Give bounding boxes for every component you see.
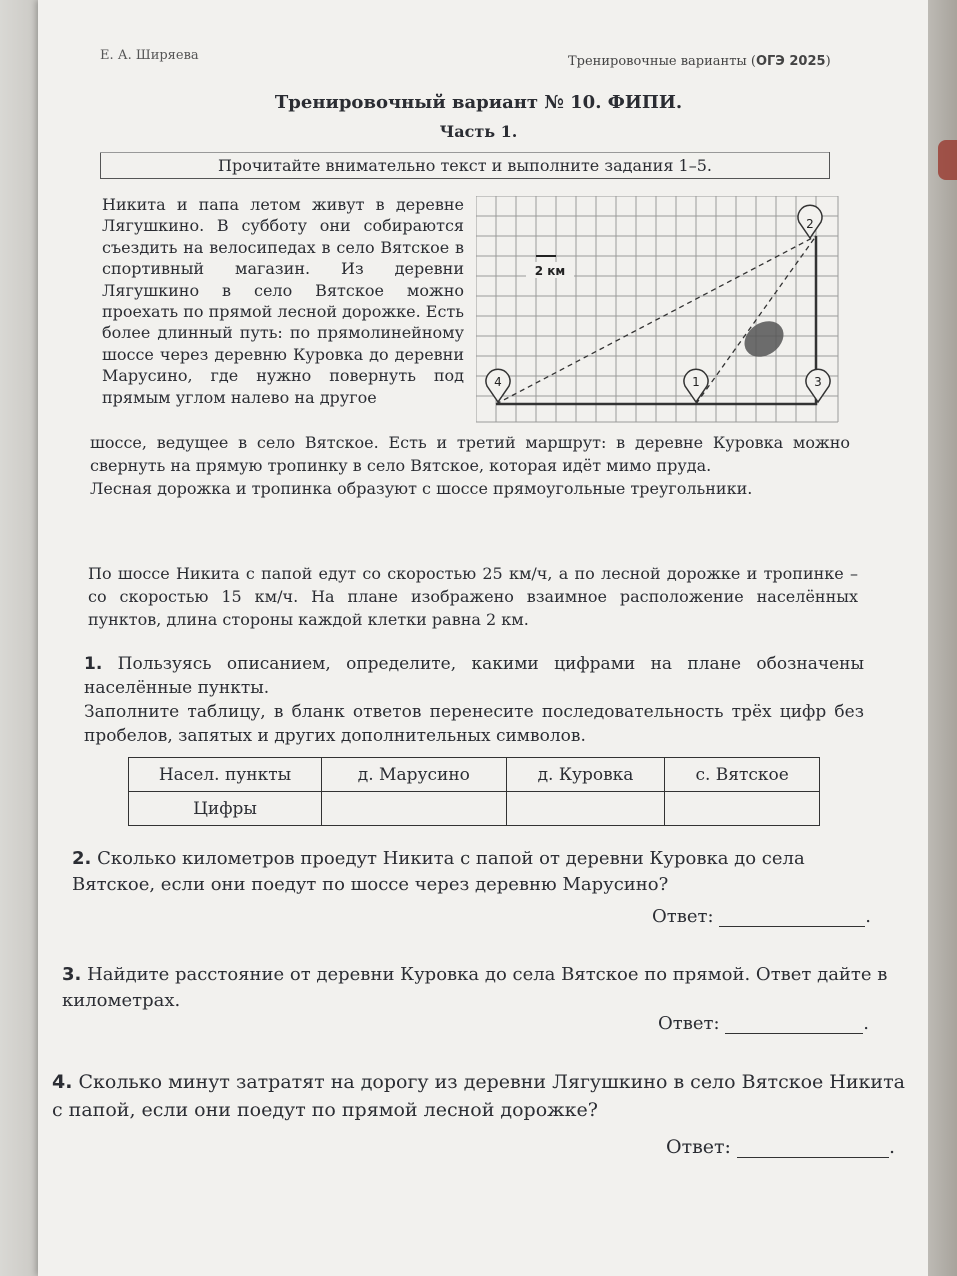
answer-field[interactable] xyxy=(737,1157,889,1158)
marker-3 xyxy=(806,369,830,402)
question-number: 3. xyxy=(62,964,82,985)
author-name: Е. А. Ширяева xyxy=(100,48,199,63)
answer-cell-vyatskoe[interactable] xyxy=(665,792,820,826)
question-text: Пользуясь описанием, определите, какими цифрами на плане обозначены населённые пункты. xyxy=(84,654,864,698)
story-paragraph: шоссе, ведущее в село Вятское. Есть и третий маршрут: в деревне Куровка можно свернуть на прямую тропинку в село Вятское, которая идёт мимо пруда. xyxy=(90,433,850,475)
question-number: 1. xyxy=(84,654,103,674)
story-text-continued xyxy=(90,431,850,500)
table-row-label: Цифры xyxy=(129,792,322,826)
answer-2: Ответ: . xyxy=(652,906,871,927)
answer-3: Ответ: . xyxy=(658,1013,869,1034)
story-paragraph: Лесная дорожка и тропинка образуют с шоссе прямоугольные треугольники. xyxy=(90,479,753,498)
question-number: 2. xyxy=(72,848,92,869)
question-instruction: Заполните таблицу, в бланк ответов перенесите последовательность трёх цифр без пробелов, запятых и других дополнительных символов. xyxy=(84,702,864,746)
question-4 xyxy=(52,1068,912,1124)
answer-field[interactable] xyxy=(719,926,865,927)
instruction-box: Прочитайте внимательно текст и выполните задания 1–5. xyxy=(100,152,830,179)
answer-cell-kurovka[interactable] xyxy=(506,792,665,826)
question-number: 4. xyxy=(52,1071,73,1093)
marker-4 xyxy=(486,369,510,402)
question-2 xyxy=(72,846,882,898)
table-header: д. Куровка xyxy=(506,758,665,792)
answer-label: Ответ: xyxy=(666,1136,731,1158)
question-1 xyxy=(84,652,864,748)
question-text: Найдите расстояние от деревни Куровка до села Вятское по прямой. Ответ дайте в километрах. xyxy=(62,964,888,1011)
table-header: д. Марусино xyxy=(322,758,507,792)
marker-2 xyxy=(798,205,822,238)
desk-object xyxy=(938,140,957,180)
series-label: Тренировочные варианты (ОГЭ 2025) xyxy=(568,54,831,69)
answer-field[interactable] xyxy=(725,1033,863,1034)
svg-text:4: 4 xyxy=(494,375,502,389)
svg-text:1: 1 xyxy=(692,375,700,389)
scale-bar xyxy=(526,256,574,278)
marker-1 xyxy=(684,369,708,402)
question-3 xyxy=(62,962,888,1014)
speeds-paragraph: По шоссе Никита с папой едут со скоростью 25 км/ч, а по лесной дорожке и тропинке – со скоростью 15 км/ч. На плане изображено взаимное расположение населённых пунктов, длина стороны каждой клетки равна 2 км. xyxy=(88,564,858,629)
answer-label: Ответ: xyxy=(658,1013,720,1034)
part-heading: Часть 1. xyxy=(439,122,518,141)
table-header: Насел. пункты xyxy=(129,758,322,792)
story-text: Никита и папа летом живут в деревне Лягушкино. В субботу они собираются съездить на велосипедах в село Вятское в спортивный магазин. Из деревни Лягушкино в село Вятское можно проехать по прямой лесной дорожке. Есть более длинный путь: по прямолинейному шоссе через деревню Куровка до деревни Марусино, где нужно повернуть под прямым углом налево на другое xyxy=(102,195,464,407)
question-text: Сколько минут затратят на дорогу из деревни Лягушкино в село Вятское Никита с папой, если они поедут по прямой лесной дорожке? xyxy=(52,1071,905,1121)
answer-table xyxy=(128,757,820,826)
answer-4: Ответ: . xyxy=(666,1136,896,1158)
map-plan xyxy=(476,196,842,424)
question-text: Сколько километров проедут Никита с папой от деревни Куровка до села Вятское, если они поедут по шоссе через деревню Марусино? xyxy=(72,848,805,895)
answer-label: Ответ: xyxy=(652,906,714,927)
map-grid xyxy=(476,196,838,422)
desk-edge xyxy=(928,0,957,1276)
page-title: Тренировочный вариант № 10. ФИПИ. xyxy=(274,92,683,113)
table-header: с. Вятское xyxy=(665,758,820,792)
svg-text:2: 2 xyxy=(806,217,814,231)
scale-label: 2 км xyxy=(534,264,566,278)
answer-cell-marusino[interactable] xyxy=(322,792,507,826)
svg-text:3: 3 xyxy=(814,375,822,389)
